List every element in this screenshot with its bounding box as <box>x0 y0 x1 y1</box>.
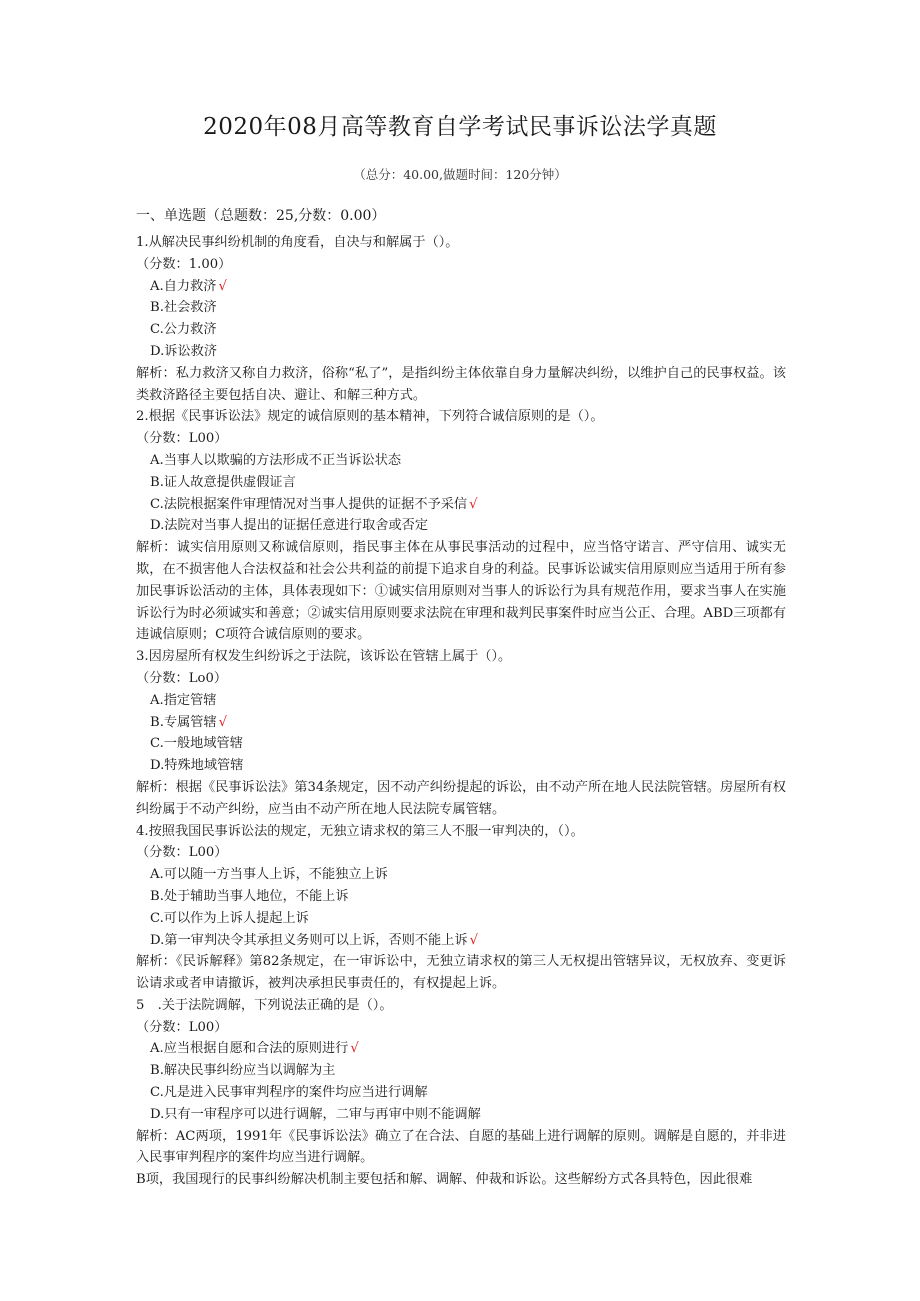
correct-check-icon: √ <box>469 496 478 512</box>
question-stem: 4.按照我国民事诉讼法的规定，无独立请求权的第三人不服一审判决的，（）。 <box>136 823 584 839</box>
option-a: A.应当根据自愿和合法的原则进行 √ <box>150 1041 359 1057</box>
question-score: （分数：L00） <box>136 845 228 861</box>
option-b: B.证人故意提供虚假证言 <box>150 474 296 490</box>
option-d: D.第一审判决令其承担义务则可以上诉，否则不能上诉 √ <box>150 932 479 948</box>
option-b: B.专属管辖 √ <box>150 714 228 730</box>
document-body <box>136 204 786 1191</box>
question-4 <box>136 821 786 995</box>
document-title: 2020年08月高等教育自学考试民事诉讼法学真题 <box>203 114 717 140</box>
option-d: D.诉讼救济 <box>150 343 218 359</box>
explanation-continued: B项，我国现行的民事纠纷解决机制主要包括和解、调解、仲裁和诉讼。这些解纷方式各具特色，因此很难 <box>136 1172 753 1188</box>
question-explanation: 解析：私力救济又称自力救济，俗称“私了”，是指纠纷主体依靠自身力量解决纠纷，以维护自己的民事权益。该类救济路径主要包括自决、避让、和解三种方式。 <box>136 365 786 403</box>
correct-check-icon: √ <box>218 714 228 730</box>
section-heading: 一、单选题（总题数：25,分数：0.00） <box>136 208 386 224</box>
option-b: B.解决民事纠纷应当以调解为主 <box>150 1063 336 1079</box>
option-a: A.可以随一方当事人上诉，不能独立上诉 <box>150 867 388 883</box>
option-d: D.只有一审程序可以进行调解，二审与再审中则不能调解 <box>150 1106 481 1122</box>
document-subtitle: （总分：40.00,做题时间：120分钟） <box>353 167 567 182</box>
option-c: C.一般地域管辖 <box>150 736 243 752</box>
question-explanation: 解析：AC两项，1991年《民事诉讼法》确立了在合法、自愿的基础上进行调解的原则。调解是自愿的，并非进入民事审判程序的案件均应当进行调解。 <box>136 1128 786 1166</box>
option-c: C.凡是进入民事审判程序的案件均应当进行调解 <box>150 1085 428 1101</box>
question-score: （分数：Lo0） <box>136 670 228 686</box>
question-stem: 2.根据《民事诉讼法》规定的诚信原则的基本精神，下列符合诚信原则的是（）。 <box>136 409 604 425</box>
question-explanation: 解析：《民诉解释》第82条规定，在一审诉讼中，无独立请求权的第三人无权提出管辖异议，无权放弃、变更诉讼请求或者申请撤诉，被判决承担民事责任的，有权提起上诉。 <box>136 954 786 992</box>
question-stem: 5 .关于法院调解，下列说法正确的是（）。 <box>136 997 393 1013</box>
option-c: C.可以作为上诉人提起上诉 <box>150 910 309 926</box>
question-2 <box>136 406 786 646</box>
question-score: （分数：L00） <box>136 1019 228 1035</box>
question-explanation: 解析：诚实信用原则又称诚信原则，指民事主体在从事民事活动的过程中，应当恪守诺言、严守信用、诚实无欺，在不损害他人合法权益和社会公共利益的前提下追求自身的利益。民事诉讼诚实信用原则应当适用于所有参加民事诉讼活动的主体，具体表现如下：①诚实信用原则对当事人的诉讼行为具有规范作用，要求当事人在实施诉讼行为时必须诚实和善意；②诚实信用原则要求法院在审理和裁判民事案件时应当公正、合理。ABD三项都有违诚信原则；C项符合诚信原则的要求。 <box>136 540 786 643</box>
question-explanation: 解析：根据《民事诉讼法》第34条规定，因不动产纠纷提起的诉讼，由不动产所在地人民法院管辖。房屋所有权纠纷属于不动产纠纷，应当由不动产所在地人民法院专属管辖。 <box>136 779 786 817</box>
question-stem: 1.从解决民事纠纷机制的角度看，自决与和解属于（）。 <box>136 235 459 250</box>
question-5 <box>136 995 786 1191</box>
correct-check-icon: √ <box>218 278 227 294</box>
question-stem: 3.因房屋所有权发生纠纷诉之于法院，该诉讼在管辖上属于（）。 <box>136 649 512 665</box>
question-3 <box>136 646 786 820</box>
option-b: B.处于辅助当事人地位，不能上诉 <box>150 888 349 904</box>
option-c: C.法院根据案件审理情况对当事人提供的证据不予采信 √ <box>150 496 478 512</box>
option-d: D.特殊地域管辖 <box>150 758 244 774</box>
option-d: D.法院对当事人提出的证据任意进行取舍或否定 <box>150 518 429 534</box>
option-a: A.当事人以欺骗的方法形成不正当诉讼状态 <box>150 452 402 468</box>
question-1 <box>136 232 786 406</box>
correct-check-icon: √ <box>469 932 479 948</box>
option-a: A.自力救济 √ <box>150 278 227 294</box>
correct-check-icon: √ <box>350 1041 359 1057</box>
option-a: A.指定管辖 <box>150 692 217 708</box>
option-b: B.社会救济 <box>150 300 217 316</box>
question-score: （分数：1.00） <box>136 256 232 272</box>
question-score: （分数：L00） <box>136 431 228 447</box>
option-c: C.公力救济 <box>150 322 217 338</box>
